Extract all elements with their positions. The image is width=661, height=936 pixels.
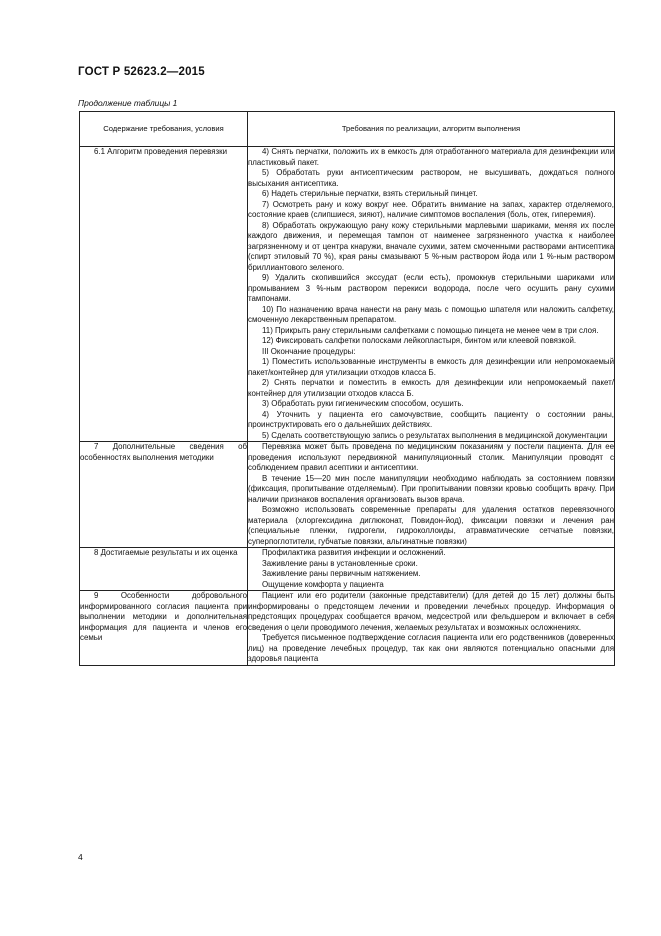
algorithm-paragraph: 5) Сделать соответствующую запись о результатах выполнения в медицинской документации [262,430,608,440]
algorithm-paragraph: В течение 15—20 мин после манипуляции необходимо наблюдать за состоянием повязки (фиксация, пропитывание отделяемым). При пропитывании повязки кровью сообщить врачу. При наличии признаков воспаления организовать вызов врача. [248,473,614,504]
algorithm-paragraph: 1) Поместить использованные инструменты в емкость для дезинфекции или непромокаемый пакет/контейнер для утилизации отходов класса Б. [248,357,614,377]
document-title: ГОСТ Р 52623.2—2015 [78,66,205,78]
section-heading: III Окончание процедуры: [262,346,356,356]
algorithm-paragraph: 3) Обработать руки гигиеническим способом, осушить. [262,399,464,408]
algorithm-cell [248,548,615,591]
table-caption: Продолжение таблицы 1 [78,98,178,108]
result-item: Профилактика развития инфекции и осложнений. [262,548,446,557]
algorithm-cell [248,442,615,548]
algorithm-paragraph: 9) Удалить скопившийся экссудат (если есть), промокнув стерильными шариками или промыванием 3 %-ным раствором перекиси водорода, после чего осушить рану сухими тампонами. [248,273,614,303]
algorithm-cell [248,591,615,666]
algorithm-paragraph: 11) Прикрыть рану стерильными салфетками с помощью пинцета не менее чем в три слоя. [262,325,599,335]
condition-cell [80,442,248,548]
algorithm-paragraph: 7) Осмотреть рану и кожу вокруг нее. Обратить внимание на запах, характер отделяемого, состояние краев (слипшиеся, зияют), наличие симптомов воспаления (боль, отек, гиперемия). [248,199,614,219]
table-row [80,147,615,442]
algorithm-paragraph: 6) Надеть стерильные перчатки, взять стерильный пинцет. [262,189,478,198]
requirements-table [79,111,615,666]
result-item: Заживление раны в установленные сроки. [262,558,418,568]
algorithm-paragraph: 5) Обработать руки антисептическим раствором, не высушивать, дождаться полного высыхания антисептика. [248,168,614,188]
column-header-condition: Содержание требования, условия [80,112,248,147]
column-header-algorithm: Требования по реализации, алгоритм выполнения [248,112,615,147]
algorithm-cell [248,147,615,442]
table-row [80,548,615,591]
result-item: Ощущение комфорта у пациента [262,579,384,589]
condition-text: 7 Дополнительные сведения об особенностях выполнения методики [80,442,247,462]
algorithm-paragraph: 4) Уточнить у пациента его самочувствие, сообщить пациенту о состоянии раны, проинструктировать его о дальнейших действиях. [248,409,614,429]
table-row [80,591,615,666]
result-item: Заживление раны первичным натяжением. [262,569,421,578]
table-header-row [80,112,615,147]
algorithm-paragraph: Пациент или его родители (законные представители) (для детей до 15 лет) должны быть информированы о предстоящем лечении и проведении лечебных процедур. Информация о предстоящих процедурах сообщается врачом, медсестрой или фельдшером и включает в себя сведения о цели проводимого лечения, желаемых результатах и возможных осложнениях. [248,591,614,632]
condition-cell [80,591,248,666]
algorithm-paragraph: 12) Фиксировать салфетки полосками лейкопластыря, бинтом или клеевой повязкой. [262,336,577,345]
algorithm-paragraph: 2) Снять перчатки и поместить в емкость для дезинфекции или непромокаемый пакет/контейнер для утилизации отходов класса Б. [248,378,614,398]
page-number: 4 [78,852,83,862]
condition-cell [80,548,248,591]
condition-cell [80,147,248,442]
algorithm-paragraph: 4) Снять перчатки, положить их в емкость для отработанного материала для дезинфекции или пластиковый пакет. [248,147,614,167]
algorithm-paragraph: 8) Обработать окружающую рану кожу стерильными марлевыми шариками, меняя их после каждого движения, и перемещая тампон от наименее загрязненного участка к наиболее загрязненному и от центра кнаружи, вначале сухими, затем смоченными растворами антисептика (спирт этиловый 70 %), края раны смазывают 5 %-ным раствором йода или 1 %-ным раствором бриллиантового зеленого. [248,220,614,272]
algorithm-paragraph: Возможно использовать современные препараты для удаления остатков перевязочного материала (хлоргексидина диглюконат, Повидон-йод), фиксации повязки и лечения ран (специальные пленки, гидрогели, гидроколлоиды, атравматические сетчатые повязки, суперпоглотители, губчатые повязки, альгинатные повязки) [248,505,614,546]
algorithm-paragraph: Перевязка может быть проведена по медицинским показаниям у постели пациента. Для ее проведения используют передвижной манипуляционный столик. Манипуляции проводят с соблюдением правил асептики и антисептики. [248,442,614,472]
algorithm-paragraph: 10) По назначению врача нанести на рану мазь с помощью шпателя или наложить салфетку, смоченную лекарственным препаратом. [248,304,614,324]
condition-text: 8 Достигаемые результаты и их оценка [94,548,238,557]
condition-text: 9 Особенности добровольного информированного согласия пациента при выполнении методики и дополнительная информация для пациента и членов его семьи [80,591,247,642]
algorithm-paragraph: Требуется письменное подтверждение согласия пациента или его родственников (доверенных лиц) на проведение лечебных процедур, так как они являются потенциально опасными для здоровья пациента [248,633,614,663]
condition-text: 6.1 Алгоритм проведения перевязки [94,147,228,156]
table-row [80,442,615,548]
